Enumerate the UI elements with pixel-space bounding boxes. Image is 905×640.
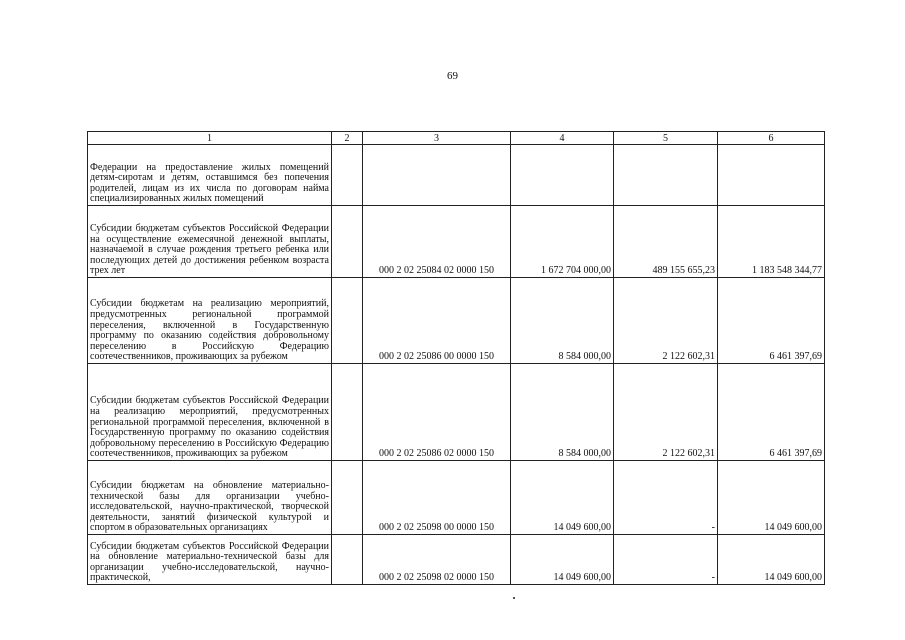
header-row [88, 132, 825, 145]
row-executed: - [614, 461, 718, 535]
row-assigned [511, 145, 614, 206]
row-description: Субсидии бюджетам субъектов Российской Федерации на осуществление ежемесячной денежной выплаты, назначаемой в случае рождения третьего ребенка или последующих детей до достижения ребенком возраста трех лет [88, 206, 332, 278]
row-executed [614, 145, 718, 206]
row-assigned: 1 672 704 000,00 [511, 206, 614, 278]
row-remaining: 6 461 397,69 [718, 364, 825, 461]
column-header-3: 3 [363, 132, 511, 145]
row-remaining: 6 461 397,69 [718, 278, 825, 364]
row-col2 [332, 278, 363, 364]
row-executed: 2 122 602,31 [614, 278, 718, 364]
row-description: Субсидии бюджетам на реализацию мероприятий, предусмотренных региональной программой переселения, включенной в Государственную программу по оказанию содействия добровольному переселению в Российскую Федерацию соотечественников, проживающих за рубежом [88, 278, 332, 364]
table-row [88, 535, 825, 585]
row-description: Субсидии бюджетам субъектов Российской Федерации на обновление материально-технической базы для организации учебно-исследовательской, научно-практической, [88, 535, 332, 585]
column-header-6: 6 [718, 132, 825, 145]
row-remaining: 14 049 600,00 [718, 535, 825, 585]
column-header-5: 5 [614, 132, 718, 145]
row-description: Субсидии бюджетам на обновление материально-технической базы для организации учебно-исследовательской, научно-практической, творческой деятельности, занятий физической культурой и спортом в образовательных организациях [88, 461, 332, 535]
row-code: 000 2 02 25098 00 0000 150 [363, 461, 511, 535]
row-remaining: 14 049 600,00 [718, 461, 825, 535]
table-row [88, 278, 825, 364]
row-executed: 2 122 602,31 [614, 364, 718, 461]
row-assigned: 8 584 000,00 [511, 278, 614, 364]
row-col2 [332, 206, 363, 278]
scan-artifact [513, 597, 515, 599]
column-header-4: 4 [511, 132, 614, 145]
row-code: 000 2 02 25084 02 0000 150 [363, 206, 511, 278]
row-col2 [332, 364, 363, 461]
row-code [363, 145, 511, 206]
row-col2 [332, 145, 363, 206]
row-assigned: 8 584 000,00 [511, 364, 614, 461]
row-executed: 489 155 655,23 [614, 206, 718, 278]
row-assigned: 14 049 600,00 [511, 535, 614, 585]
row-code: 000 2 02 25086 00 0000 150 [363, 278, 511, 364]
row-col2 [332, 461, 363, 535]
row-description: Федерации на предоставление жилых помещений детям-сиротам и детям, оставшимся без попечения родителей, лицам из их числа по договорам найма специализированных жилых помещений [88, 145, 332, 206]
row-code: 000 2 02 25086 02 0000 150 [363, 364, 511, 461]
table-row [88, 145, 825, 206]
row-code: 000 2 02 25098 02 0000 150 [363, 535, 511, 585]
table-row [88, 364, 825, 461]
column-header-2: 2 [332, 132, 363, 145]
budget-table [87, 131, 825, 585]
row-remaining [718, 145, 825, 206]
row-col2 [332, 535, 363, 585]
row-remaining: 1 183 548 344,77 [718, 206, 825, 278]
table-row [88, 461, 825, 535]
table-row [88, 206, 825, 278]
column-header-1: 1 [88, 132, 332, 145]
row-assigned: 14 049 600,00 [511, 461, 614, 535]
row-executed: - [614, 535, 718, 585]
row-description: Субсидии бюджетам субъектов Российской Федерации на реализацию мероприятий, предусмотренных региональной программой переселения, включенной в Государственную программу по оказанию содействия добровольному переселению в Российскую Федерацию соотечественников, проживающих за рубежом [88, 364, 332, 461]
page-number: 69 [447, 70, 458, 82]
